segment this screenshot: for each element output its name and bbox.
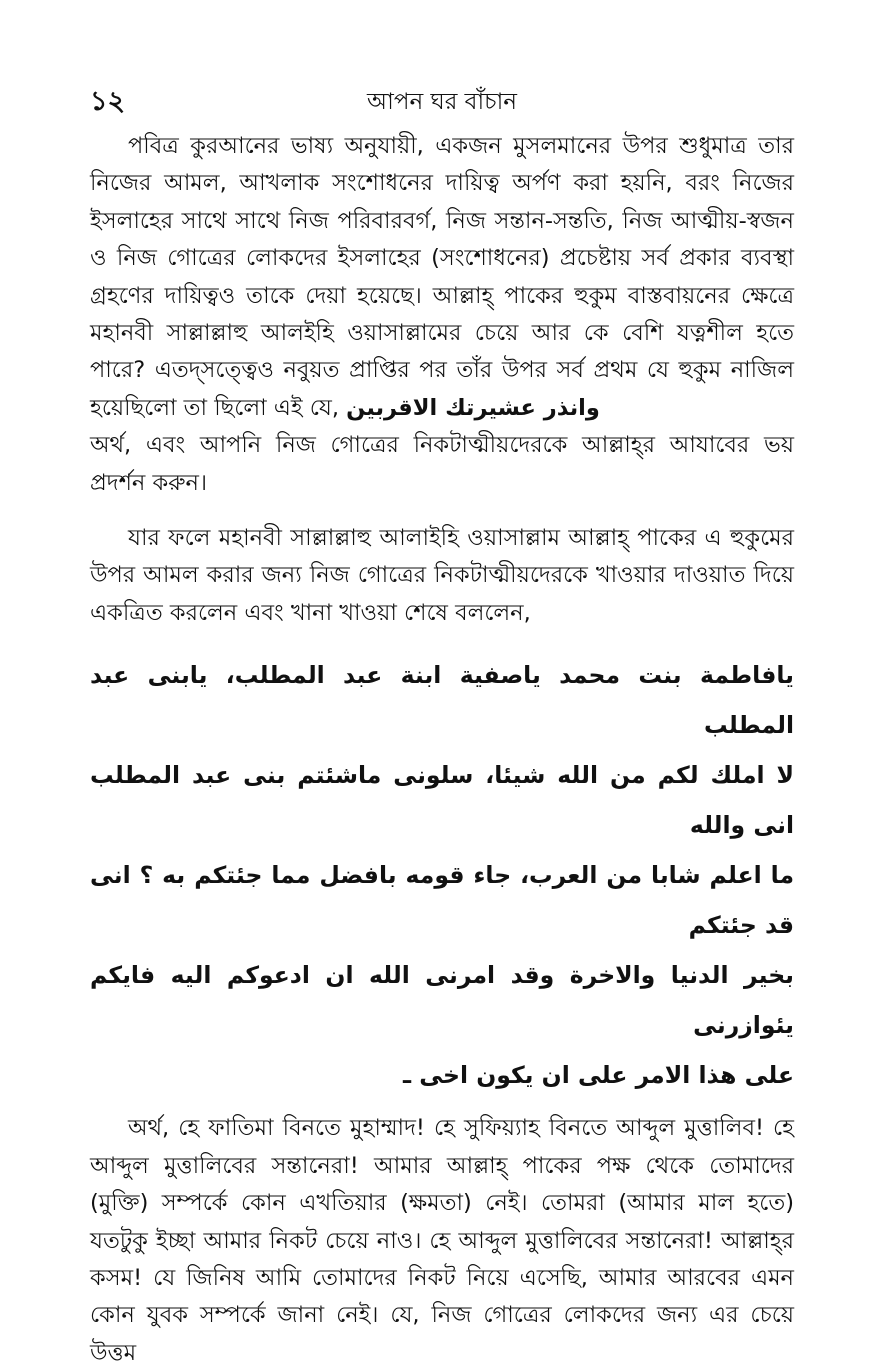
arabic-hadith-line: لا املك لكم من الله شيئا، سلونى ماشئتم بنى عبد المطلب انى والله [90,761,794,840]
arabic-hadith-line: ما اعلم شابا من العرب، جاء قومه بافضل مما جئتكم به ؟ انى قد جئتكم [90,861,794,940]
page-header [90,82,794,122]
arabic-hadith-line: يافاطمة بنت محمد ياصفية ابنة عبد المطلب، يابنى عبد المطلب [90,661,794,740]
page-number: ১২ [90,86,126,117]
running-title: আপন ঘর বাঁচান [367,89,517,115]
paragraph-1-translation: অর্থ, এবং আপনি নিজ গোত্রের নিকটাত্মীয়দেরকে আল্লাহ্‌র আযাবের ভয় প্রদর্শন করুন। [90,432,794,496]
arabic-hadith-line: بخير الدنيا والاخرة وقد امرنى الله ان ادعوكم اليه فايكم يئوازرنى [90,961,794,1040]
paragraph-2: যার ফলে মহানবী সাল্লাল্লাহু আলাইহি ওয়াসাল্লাম আল্লাহ্ পাকের এ হুকুমের উপর আমল করার জন্য নিজ গোত্রের নিকটাত্মীয়দেরকে খাওয়ার দাওয়াত দিয়ে একত্রিত করলেন এবং খানা খাওয়া শেষে বললেন, [90,525,794,626]
arabic-hadith-line: على هذا الامر على ان يكون اخى ـ [403,1061,794,1090]
body-text [90,128,794,1372]
paragraph-3: অর্থ, হে ফাতিমা বিনতে মুহাম্মাদ! হে সুফিয়্যাহ বিনতে আব্দুল মুত্তালিব! হে আব্দুল মুত্তালিবের সন্তানেরা! আমার আল্লাহ্ পাকের পক্ষ থেকে তোমাদের (মুক্তি) সম্পর্কে কোন এখতিয়ার (ক্ষমতা) নেই। তোমরা (আমার মাল হতে) যতটুকু ইচ্ছা আমার নিকট চেয়ে নাও। হে আব্দুল মুত্তালিবের সন্তানেরা! আল্লাহ্‌র কসম! যে জিনিষ আমি তোমাদের নিকট নিয়ে এসেছি, আমার আরবের এমন কোন যুবক সম্পর্কে জানা নেই। যে, নিজ গোত্রের লোকদের জন্য এর চেয়ে উত্তম [90,1115,795,1366]
quran-verse-inline: وانذر عشيرتك الاقربين [346,394,600,421]
paragraph-1-text: পবিত্র কুরআনের ভাষ্য অনুযায়ী, একজন মুসলমানের উপর শুধুমাত্র তার নিজের আমল, আখলাক সংশোধনের দায়িত্ব অর্পণ করা হয়নি, বরং নিজের ইসলাহের সাথে সাথে নিজ পরিবারবর্গ, নিজ সন্তান-সন্ততি, নিজ আত্মীয়-স্বজন ও নিজ গোত্রের লোকদের ইসলাহের (সংশোধনের) প্রচেষ্টায় সর্ব প্রকার ব্যবস্থা গ্রহণের দায়িত্বও তাকে দেয়া হয়েছে। আল্লাহ্ পাকের হুকুম বাস্তবায়নের ক্ষেত্রে মহানবী সাল্লাল্লাহু আলইহি ওয়াসাল্লামের চেয়ে আর কে বেশি যত্নশীল হতে পারে? এতদ্‌সত্ত্বেও নবুয়ত প্রাপ্তির পর তাঁর উপর সর্ব প্রথম যে হুকুম নাজিল হয়েছিলো তা ছিলো এই যে, [90,133,794,421]
arabic-hadith [90,650,794,1100]
paragraph-1 [90,128,794,502]
